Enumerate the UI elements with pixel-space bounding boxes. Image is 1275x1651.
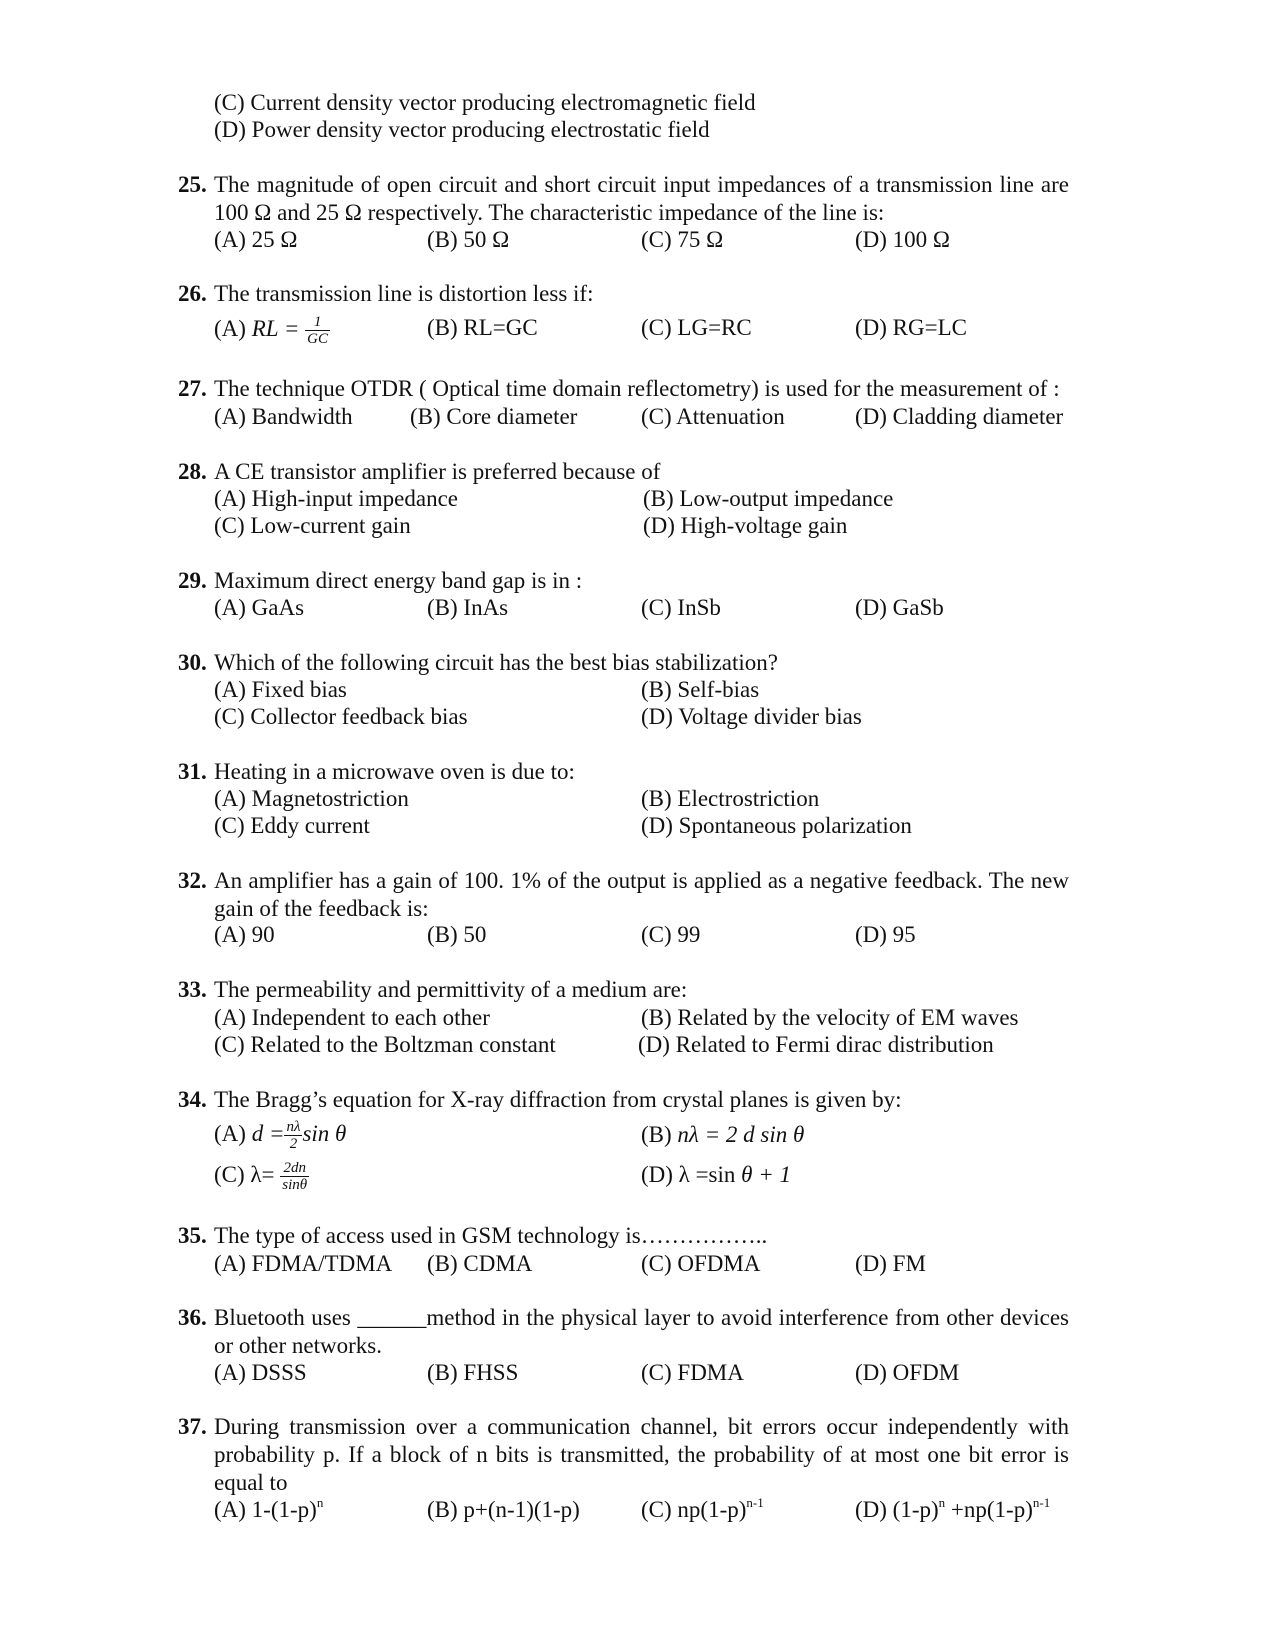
option-b: (B) FHSS <box>427 1360 519 1385</box>
question-text: The technique OTDR ( Optical time domain reflectometry) is used for the measurement of : <box>214 376 1060 401</box>
question-number: 32. <box>178 868 207 893</box>
option-c: (C) Eddy current <box>214 813 370 838</box>
option-b: (B) Core diameter <box>410 404 578 429</box>
question-number: 28. <box>178 459 207 484</box>
question-number: 35. <box>178 1223 207 1248</box>
option-b: (B) Low-output impedance <box>643 486 894 511</box>
question-text: An amplifier has a gain of 100. 1% of the output is applied as a negative feedback. The new gain of the feedback is: <box>214 868 1069 921</box>
option-a: (A) Independent to each other <box>214 1005 490 1030</box>
option-a: (A) FDMA/TDMA <box>214 1251 393 1276</box>
question-number: 37. <box>178 1414 207 1439</box>
option-b: (B) 50 <box>427 922 487 947</box>
option-a: (A) GaAs <box>214 595 305 620</box>
question-text: The Bragg’s equation for X-ray diffraction from crystal planes is given by: <box>214 1087 902 1112</box>
question-text: Which of the following circuit has the best bias stabilization? <box>214 650 778 675</box>
option-b: (B) Related by the velocity of EM waves <box>641 1005 1019 1030</box>
question-number: 25. <box>178 172 207 197</box>
option-a: (A) $1-(1-p)^n$ <box>214 1495 324 1522</box>
option-d: (D) λ =sin θ + 1 <box>641 1162 791 1187</box>
option-b: (B) nλ = 2 d sin θ <box>641 1122 805 1147</box>
question-number: 26. <box>178 281 207 306</box>
question-number: 31. <box>178 759 207 784</box>
option-d: (D) 95 <box>855 922 916 947</box>
option-c: (C) Collector feedback bias <box>214 704 468 729</box>
option-a: (A) d = $\frac{n\lambda}{2}$ sin θ <box>214 1119 347 1152</box>
option-a: (A) RL = $\frac{1}{GC}$ <box>214 314 328 347</box>
question-number: 27. <box>178 376 207 401</box>
question-number: 36. <box>178 1305 207 1330</box>
fraction: $\frac{n\lambda}{2}$ <box>286 1119 301 1152</box>
fraction: $\frac{1}{GC}$ <box>307 314 328 347</box>
option-b: (B) 50 Ω <box>427 227 510 252</box>
option-c: (C) Low-current gain <box>214 513 411 538</box>
option-d: (D) FM <box>855 1251 926 1276</box>
option-a: (A) Bandwidth <box>214 404 353 429</box>
option-c: (C) $np(1-p)^{n-1}$ <box>641 1495 764 1522</box>
option-c: (C) InSb <box>641 595 721 620</box>
question-text: During transmission over a communication channel, bit errors occur independently with probability p. If a block of n bits is transmitted, the probability of at most one bit error is equal to <box>214 1414 1069 1495</box>
option-a: (A) 90 <box>214 922 275 947</box>
option-d: (D) Spontaneous polarization <box>641 813 912 838</box>
option-d: (D) $(1-p)^n +np(1-p)^{n-1}$ <box>855 1495 1051 1522</box>
option-c: (C) FDMA <box>641 1360 744 1385</box>
option-b: (B) CDMA <box>427 1251 533 1276</box>
option-b: (B) Self-bias <box>641 677 760 702</box>
option-a: (A) Fixed bias <box>214 677 347 702</box>
option-d: (D) RG=LC <box>855 315 967 340</box>
question-text: The transmission line is distortion less if: <box>214 281 594 306</box>
option-a: (A) DSSS <box>214 1360 307 1385</box>
option-b: (B) InAs <box>427 595 509 620</box>
question-number: 34. <box>178 1087 207 1112</box>
option-a: (A) Magnetostriction <box>214 786 409 811</box>
question-text: The magnitude of open circuit and short circuit input impedances of a transmission line are 100 Ω and 25 Ω respectively. The characteristic impedance of the line is: <box>214 172 1069 225</box>
question-text: Heating in a microwave oven is due to: <box>214 759 575 784</box>
option-b: (B) p+(n-1)(1-p) <box>427 1497 580 1522</box>
option-d: (D) Cladding diameter <box>855 404 1064 429</box>
option-c: (C) 99 <box>641 922 701 947</box>
option-b: (B) RL=GC <box>427 315 538 340</box>
question-text: Bluetooth uses ______method in the physical layer to avoid interference from other devices or other networks. <box>214 1305 1069 1358</box>
option-c: (C) Related to the Boltzman constant <box>214 1032 556 1057</box>
option-c: (C) OFDMA <box>641 1251 761 1276</box>
option-d: (D) High-voltage gain <box>643 513 848 538</box>
question-text: A CE transistor amplifier is preferred because of <box>214 459 661 484</box>
option-d: (D) OFDM <box>855 1360 960 1385</box>
option-c: (C) Attenuation <box>641 404 785 429</box>
prev-option-c: (C) Current density vector producing electromagnetic field <box>214 90 756 115</box>
option-c: (C) 75 Ω <box>641 227 724 252</box>
question-text: The type of access used in GSM technology is…………….. <box>214 1223 768 1248</box>
option-d: (D) Related to Fermi dirac distribution <box>638 1032 994 1057</box>
fraction: $\frac{2dn}{\sin\theta}$ <box>282 1160 308 1193</box>
option-a: (A) High-input impedance <box>214 486 458 511</box>
option-d: (D) GaSb <box>855 595 944 620</box>
question-text: The permeability and permittivity of a medium are: <box>214 977 688 1002</box>
option-b: (B) Electrostriction <box>641 786 820 811</box>
option-a: (A) 25 Ω <box>214 227 298 252</box>
question-text: Maximum direct energy band gap is in : <box>214 568 583 593</box>
prev-option-d: (D) Power density vector producing electrostatic field <box>214 117 710 142</box>
option-d: (D) Voltage divider bias <box>641 704 862 729</box>
option-c: (C) λ= $\frac{2dn}{\sin\theta}$ <box>214 1160 308 1193</box>
question-number: 30. <box>178 650 207 675</box>
option-d: (D) 100 Ω <box>855 227 951 252</box>
question-number: 33. <box>178 977 207 1002</box>
option-c: (C) LG=RC <box>641 315 752 340</box>
question-number: 29. <box>178 568 207 593</box>
